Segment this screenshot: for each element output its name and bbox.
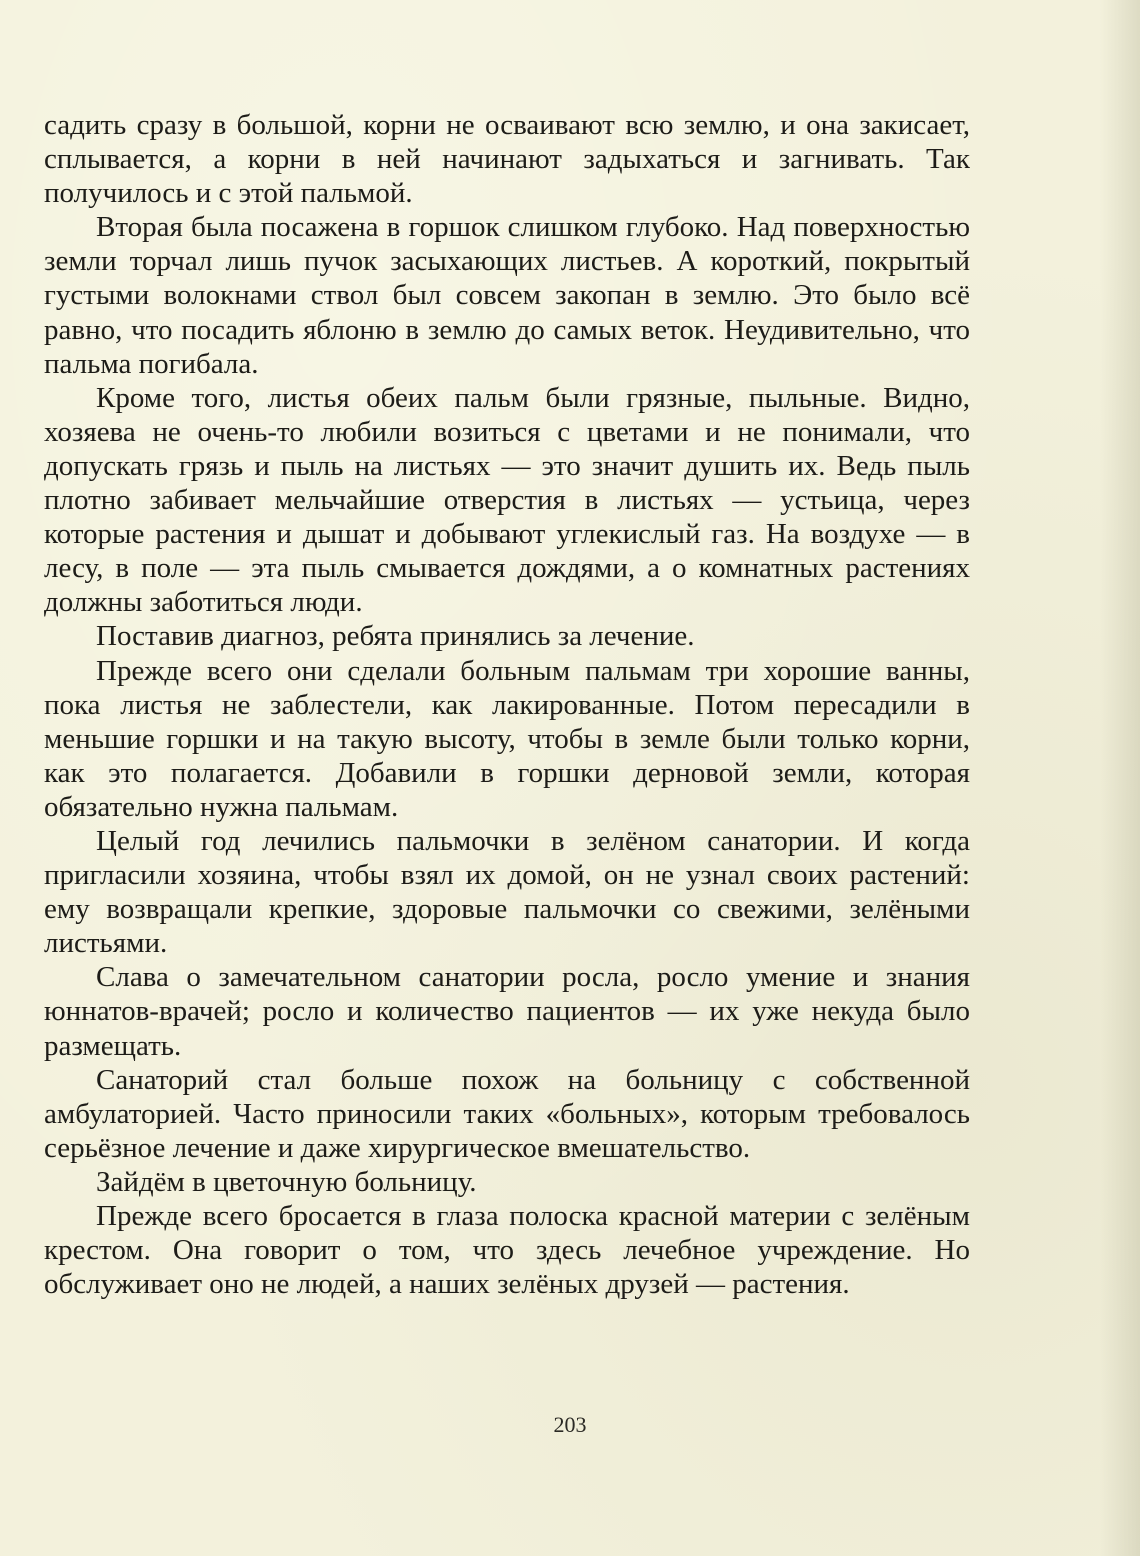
paragraph-4: Поставив диагноз, ребята принялись за лечение. [96,620,695,653]
paragraph-10: Прежде всего бросается в глаза полоска красной материи с зелёным крестом. Она говорит о том, что здесь лечебное учреждение. Но обслуживает оно не людей, а наших зелёных друзей — растения. [44,1200,970,1301]
paragraph-3: Кроме того, листья обеих пальм были грязные, пыльные. Видно, хозяева не очень-то любили возиться с цветами и не понимали, что допускать грязь и пыль на листьях — это значит душить их. Ведь пыль плотно забивает мельчайшие отверстия в листьях — устьица, через которые растения и дышат и добывают углекислый газ. На воздухе — в лесу, в поле — эта пыль смывается дождями, а о комнатных растениях должны заботиться люди. [44,381,970,619]
paragraph-8: Санаторий стал больше похож на больницу с собственной амбулаторией. Часто приносили таких «больных», которым требовалось серьёзное лечение и даже хирургическое вмешательство. [44,1063,970,1164]
paragraph-2: Вторая была посажена в горшок слишком глубоко. Над поверхностью земли торчал лишь пучок засыхающих листьев. А короткий, покрытый густыми волокнами ствол был совсем закопан в землю. Это было всё равно, что посадить яблоню в землю до самых веток. Неудивительно, что пальма погибала. [44,211,970,380]
paragraph-6: Целый год лечились пальмочки в зелёном санатории. И когда пригласили хозяина, чтобы взял их домой, он не узнал своих растений: ему возвращали крепкие, здоровые пальмочки со свежими, зелёными листьями. [44,824,970,960]
paragraph-5: Прежде всего они сделали больным пальмам три хорошие ванны, пока листья не заблестели, как лакированные. Потом пересадили в меньшие горшки и на такую высоту, чтобы в земле были только корни, как это полагается. Добавили в горшки дерновой земли, которая обязательно нужна пальмам. [44,654,970,823]
body-text [44,108,970,1301]
page-number: 203 [553,1412,587,1437]
page-edge-shadow [1100,0,1140,1556]
paragraph-1: садить сразу в большой, корни не осваивают всю землю, и она закисает, сплывается, а корни в ней начинают задыхаться и загнивать. Так получилось и с этой пальмой. [44,109,970,210]
paragraph-9: Зайдём в цветочную больницу. [96,1165,477,1198]
paragraph-7: Слава о замечательном санатории росла, росло умение и знания юннатов-врачей; росло и количество пациентов — их уже некуда было размещать. [44,961,970,1062]
